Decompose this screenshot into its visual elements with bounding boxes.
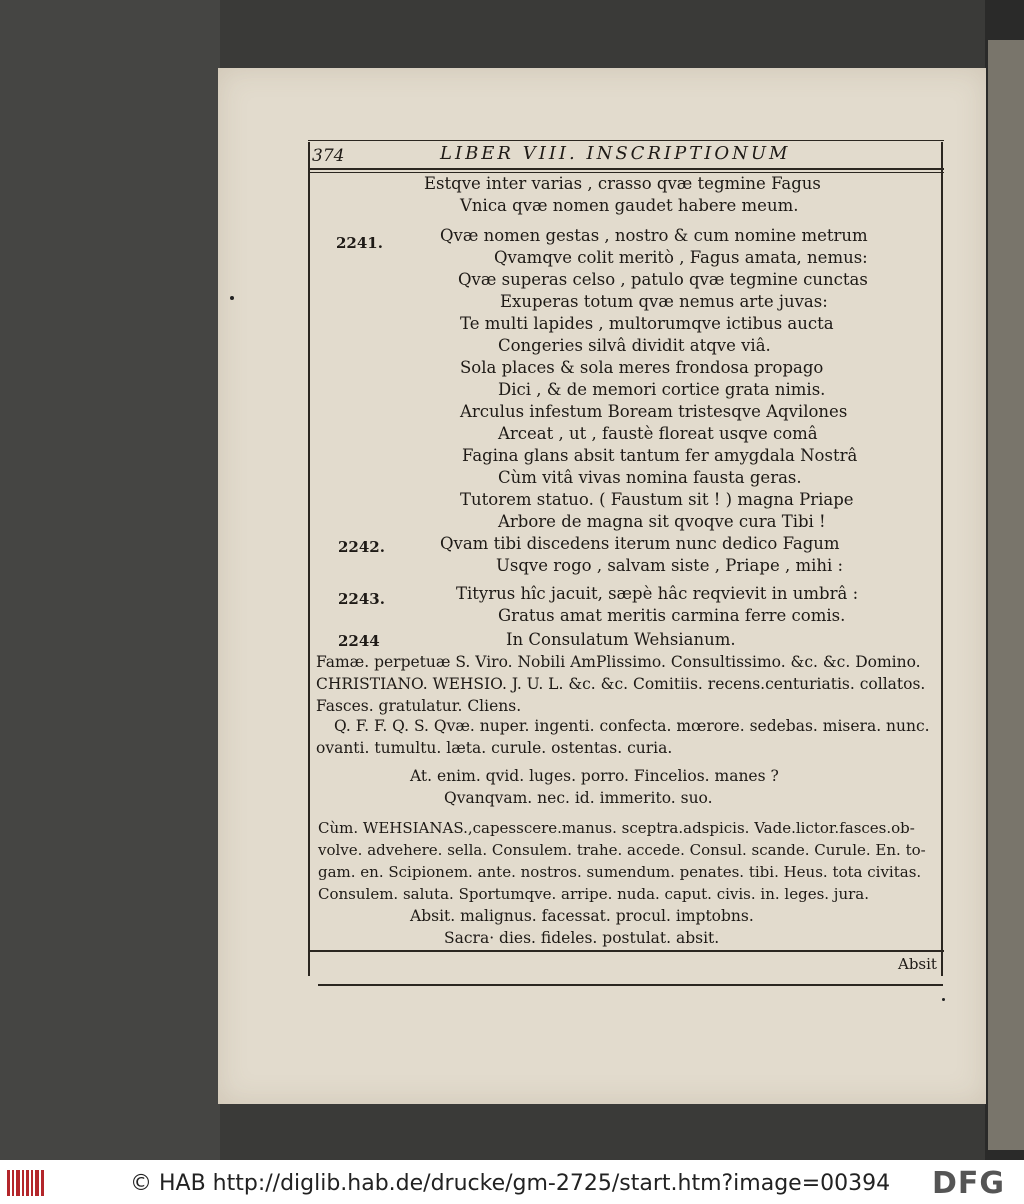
- text-line: Sola places & sola meres frondosa propago: [460, 358, 824, 377]
- text-line: Q. F. F. Q. S. Qvæ. nuper. ingenti. confecta. mœrore. sedebas. misera. nunc.: [334, 717, 930, 735]
- text-line: At. enim. qvid. luges. porro. Fincelios. manes ?: [410, 767, 779, 785]
- catchword: Absit: [898, 955, 937, 973]
- text-line: Consulem. saluta. Sportumqve. arripe. nuda. caput. civis. in. leges. jura.: [318, 885, 869, 903]
- text-line: Tityrus hîc jacuit, sæpè hâc reqvievit in umbrâ :: [456, 584, 859, 603]
- text-line: Exuperas totum qvæ nemus arte juvas:: [500, 292, 828, 311]
- text-line: Cùm vitâ vivas nomina fausta geras.: [498, 468, 802, 487]
- barcode-icon: [6, 1168, 46, 1198]
- header-rule-inner: [308, 172, 944, 173]
- header-rule: [308, 168, 944, 170]
- text-line: Dici , & de memori cortice grata nimis.: [498, 380, 826, 399]
- text-line: Usqve rogo , salvam siste , Priape , mihi :: [496, 556, 844, 575]
- speck: [942, 998, 945, 1001]
- text-line: Qvamqve colit meritò , Fagus amata, nemus:: [494, 248, 868, 267]
- text-line: Gratus amat meritis carmina ferre comis.: [498, 606, 846, 625]
- inscription-number: 2244: [338, 632, 380, 650]
- text-line: Arculus infestum Boream tristesqve Aqvilones: [460, 402, 848, 421]
- text-line: Fasces. gratulatur. Cliens.: [316, 697, 522, 715]
- text-line: Tutorem statuo. ( Faustum sit ! ) magna Priape: [460, 490, 854, 509]
- bottom-rule: [308, 950, 944, 952]
- text-line: gam. en. Scipionem. ante. nostros. sumendum. penates. tibi. Heus. tota civitas.: [318, 863, 922, 881]
- inscription-number: 2242.: [338, 538, 385, 556]
- text-line: ovanti. tumultu. læta. curule. ostentas. curia.: [316, 739, 673, 757]
- speck: [230, 296, 234, 300]
- inscription-number: 2243.: [338, 590, 385, 608]
- text-line: Te multi lapides , multorumqve ictibus aucta: [460, 314, 834, 333]
- text-line: Fagina glans absit tantum fer amygdala Nostrâ: [462, 446, 858, 465]
- text-line: Cùm. WEHSIANAS.,capesscere.manus. sceptra.adspicis. Vade.lictor.fasces.ob-: [318, 819, 915, 837]
- text-line: volve. advehere. sella. Consulem. trahe. accede. Consul. scande. Curule. En. to-: [318, 841, 926, 859]
- text-line: Vnica qvæ nomen gaudet habere meum.: [460, 196, 799, 215]
- running-head: LIBER VIII. INSCRIPTIONUM: [440, 143, 791, 164]
- text-line: Qvam tibi discedens iterum nunc dedico Fagum: [440, 534, 840, 553]
- left-border-rule: [308, 142, 310, 976]
- text-line: Arbore de magna sit qvoqve cura Tibi !: [498, 512, 826, 531]
- text-line: Absit. malignus. facessat. procul. imptobns.: [410, 907, 754, 925]
- text-line: Qvæ nomen gestas , nostro & cum nomine metrum: [440, 226, 868, 245]
- text-line: Congeries silvâ dividit atqve viâ.: [498, 336, 771, 355]
- scan-background-left: [0, 0, 220, 1160]
- top-rule: [308, 140, 944, 141]
- text-line: Sacra· dies. fideles. postulat. absit.: [444, 929, 720, 947]
- bottom-rule-outer: [318, 984, 943, 986]
- text-line: Estqve inter varias , crasso qvæ tegmine Fagus: [424, 174, 821, 193]
- adjacent-page-edge: [988, 40, 1024, 1150]
- dfg-logo: DFG: [932, 1166, 1006, 1201]
- source-credit-link[interactable]: © HAB http://diglib.hab.de/drucke/gm-2725/start.htm?image=00394: [130, 1171, 891, 1196]
- inscription-number: 2241.: [336, 234, 383, 252]
- text-line: CHRISTIANO. WEHSIO. J. U. L. &c. &c. Comitiis. recens.centuriatis. collatos.: [316, 675, 926, 693]
- text-line: Qvanqvam. nec. id. immerito. suo.: [444, 789, 713, 807]
- text-line: Qvæ superas celso , patulo qvæ tegmine cunctas: [458, 270, 868, 289]
- right-border-rule: [941, 142, 943, 976]
- text-line: Famæ. perpetuæ S. Viro. Nobili AmPlissimo. Consultissimo. &c. &c. Domino.: [316, 653, 921, 671]
- text-line: Arceat , ut , faustè floreat usqve comâ: [498, 424, 818, 443]
- page-number: 374: [312, 146, 345, 166]
- text-line: In Consulatum Wehsianum.: [506, 630, 736, 649]
